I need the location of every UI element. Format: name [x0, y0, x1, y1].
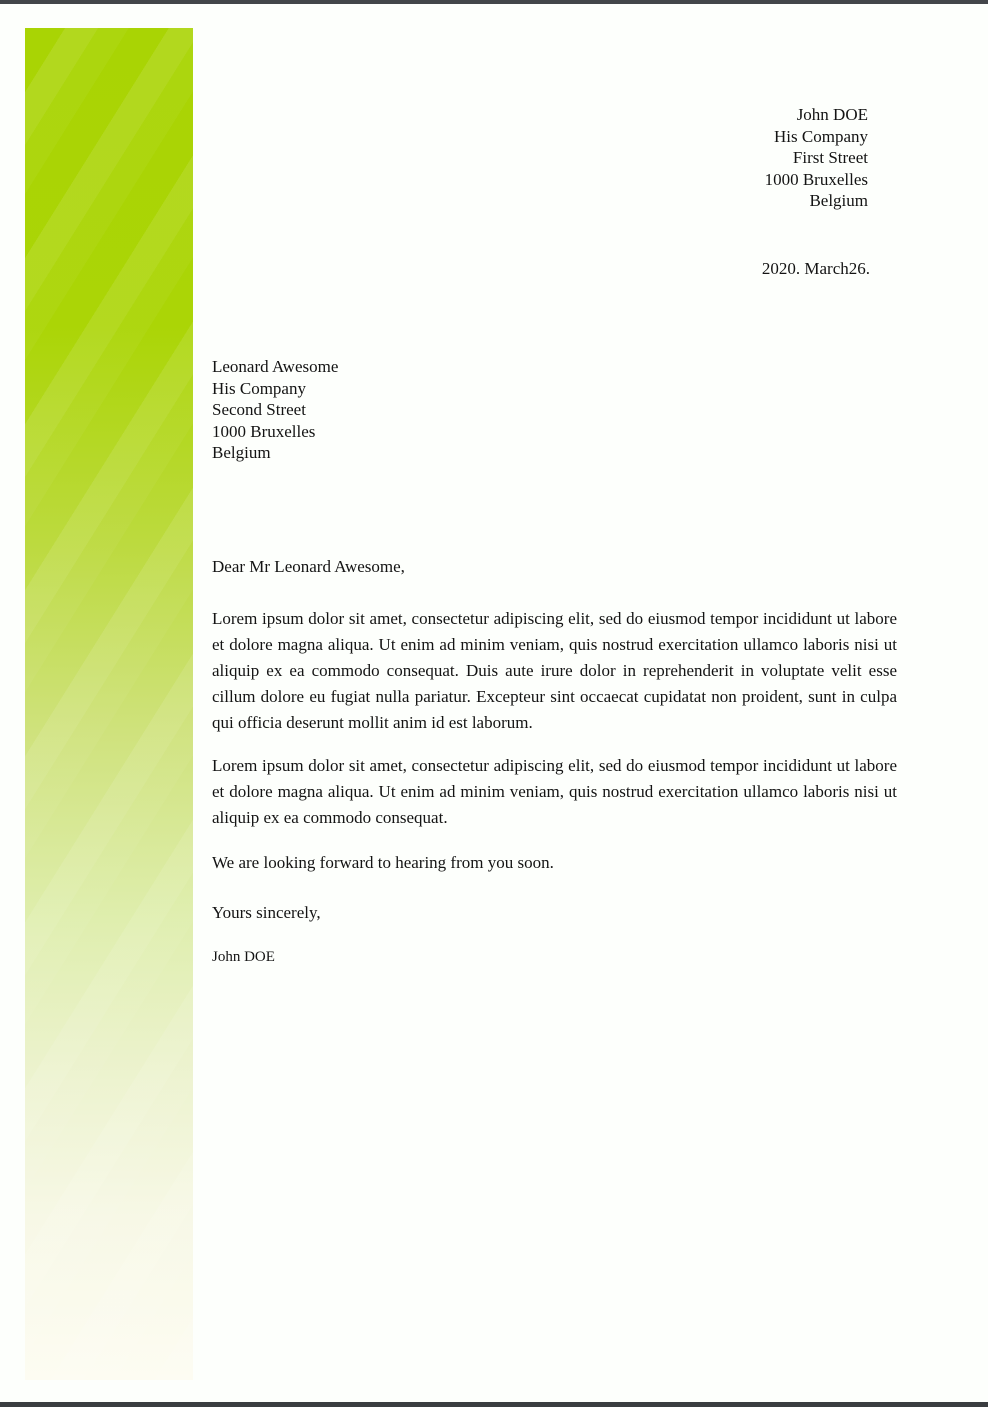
recipient-city: 1000 Bruxelles — [212, 421, 316, 441]
recipient-company: His Company — [212, 378, 306, 398]
sender-company: His Company — [774, 126, 868, 146]
sender-street: First Street — [792, 148, 868, 167]
letter-date: 2020. March26. — [761, 259, 870, 278]
valediction: Yours sincerely, — [212, 903, 321, 922]
letterhead-gradient-bar — [25, 28, 193, 1380]
body-paragraph-1: Lorem ipsum dolor sit amet, consectetur adipiscing elit, sed do eiusmod tempor incididunt ut labore et dolore magna aliqua. Ut enim ad minim veniam, quis nostrud exercitation ullamco laboris nisi ut aliquip ex ea commodo consequat. Duis aute irure dolor in reprehenderit in voluptate velit esse cillum dolore eu fugiat nulla pariatur. Excepteur sint occaecat cupidatat non proident, sunt in culpa qui officia deserunt mollit anim id est laborum. — [212, 609, 897, 732]
recipient-name: Leonard Awesome — [212, 357, 339, 376]
body-paragraph-2: Lorem ipsum dolor sit amet, consectetur adipiscing elit, sed do eiusmod tempor incididunt ut labore et dolore magna aliqua. Ut enim ad minim veniam, quis nostrud exercitation ullamco laboris nisi ut aliquip ex ea commodo consequat. — [212, 756, 897, 827]
closing-line: We are looking forward to hearing from you soon. — [212, 853, 554, 872]
sender-city: 1000 Bruxelles — [764, 169, 868, 189]
page-bottom-border — [0, 1402, 988, 1407]
signature-name: John DOE — [212, 949, 275, 965]
sender-name: John DOE — [796, 105, 868, 124]
sender-address-block — [765, 104, 868, 212]
salutation: Dear Mr Leonard Awesome, — [212, 557, 405, 576]
recipient-address-block — [212, 356, 338, 464]
page-top-border — [0, 0, 988, 4]
recipient-country: Belgium — [212, 443, 271, 462]
sender-country: Belgium — [809, 191, 868, 210]
recipient-street: Second Street — [212, 400, 306, 419]
